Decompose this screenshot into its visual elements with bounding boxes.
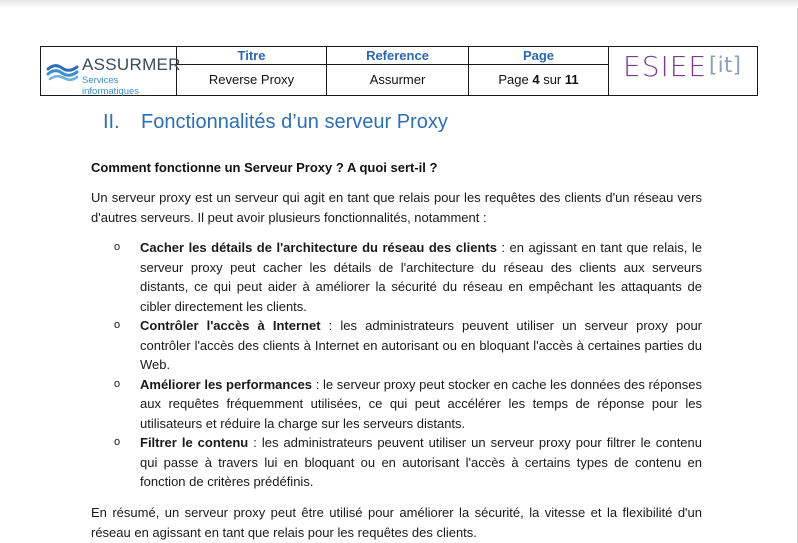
list-item <box>91 375 702 434</box>
header-table <box>40 46 758 96</box>
logo-name: ASSURMER <box>82 55 181 74</box>
question-heading: Comment fonctionne un Serveur Proxy ? A quoi sert-il ? <box>91 160 438 175</box>
page-sep: sur <box>539 72 565 87</box>
summary-paragraph: En résumé, un serveur proxy peut être utilisé pour améliorer la sécurité, la vitesse et la flexibilité d'un réseau en agissant en tant que relais pour les requêtes des clients. <box>91 505 702 540</box>
section-heading <box>103 111 448 134</box>
bullet-text: : le serveur proxy peut stocker en cache les données des réponses aux requêtes fréquemment utilisées, ce qui peut accélérer les temps de réponse pour les utilisateurs et réduire la charge sur les serveurs distants. <box>140 376 703 431</box>
page-current: 4 <box>532 72 540 87</box>
header-titre-value: Reverse Proxy <box>208 72 295 87</box>
header-titre-label: Titre <box>177 47 326 65</box>
list-item <box>91 433 702 492</box>
bullet-marker: o <box>114 436 121 448</box>
header-page-label: Page <box>469 47 608 65</box>
esiee-logo-main: ESIEE <box>623 50 708 83</box>
header-reference-label: Reference <box>327 47 468 65</box>
bullet-title: Contrôler l'accès à Internet <box>140 318 321 333</box>
header-col-page <box>469 47 609 95</box>
bullet-title: Améliorer les performances <box>140 376 313 392</box>
waves-icon <box>46 61 80 83</box>
bullet-text: : les administrateurs peuvent utiliser un serveur proxy pour filtrer le contenu qui passe à travers lui en bloquant ou en autorisant l'accès à certains types de contenu en fonction de critères prédéfinis. <box>140 435 702 489</box>
section-title: Fonctionnalités d’un serveur Proxy <box>141 111 448 133</box>
list-item <box>91 238 702 316</box>
bullet-title: Cacher les détails de l'architecture du réseau des clients <box>140 240 497 255</box>
list-item <box>91 316 702 375</box>
logo-subtitle: Services informatiques <box>82 75 140 97</box>
section-number: II. <box>103 111 120 133</box>
bullet-text: : en agissant en tant que relais, le serveur proxy peut cacher les détails de l'architecture du réseau des clients aux serveurs distants, ce qui peut aider à améliorer la sécurité du réseau en empêchant les attaquants de cibler directement les clients. <box>140 240 702 314</box>
header-reference-value: Assurmer <box>369 72 426 87</box>
esiee-logo <box>609 47 757 95</box>
esiee-logo-suffix: [it] <box>709 53 742 77</box>
bullet-text: : les administrateurs peuvent utiliser un serveur proxy pour contrôler l'accès des clients à Internet en autorisant ou en bloquant l'accès à certaines parties du Web. <box>140 318 703 372</box>
bullet-marker: o <box>114 377 121 390</box>
bullet-title: Filtrer le contenu <box>140 435 249 450</box>
header-col-reference <box>327 47 469 95</box>
intro-paragraph: Un serveur proxy est un serveur qui agit en tant que relais pour les requêtes des clients d'un réseau vers d'autres serveurs. Il peut avoir plusieurs fonctionnalités, notamment : <box>91 190 702 225</box>
page-total: 11 <box>564 72 579 87</box>
header-page-value <box>469 65 608 95</box>
page-prefix: Page <box>498 72 533 87</box>
bullet-marker: o <box>114 319 121 331</box>
bullet-marker: o <box>114 241 121 253</box>
assurmer-logo <box>41 47 181 97</box>
header-col-titre <box>177 47 327 95</box>
feature-list <box>91 238 702 492</box>
page-top-shadow <box>0 0 798 8</box>
